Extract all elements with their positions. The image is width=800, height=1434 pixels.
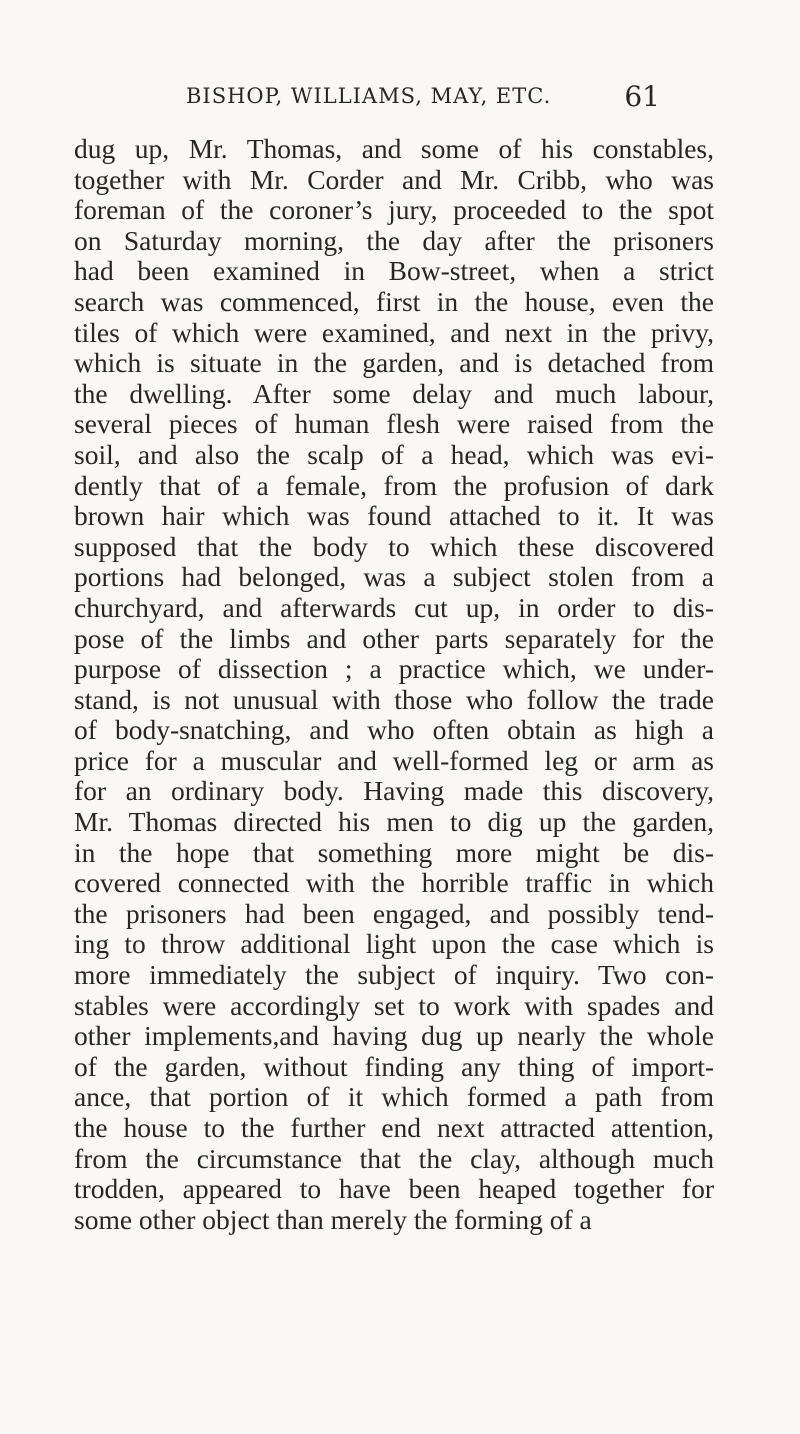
text-line: dug up, Mr. Thomas, and some of his constables, xyxy=(74,133,714,164)
page-number: 61 xyxy=(624,80,660,113)
text-line: covered connected with the horrible traffic in which xyxy=(74,867,714,899)
text-line: more immediately the subject of inquiry. Two con- xyxy=(74,959,714,991)
text-line: Mr. Thomas directed his men to dig up the garden, xyxy=(74,806,714,838)
text-line: ing to throw additional light upon the case which is xyxy=(74,928,714,960)
text-line: brown hair which was found attached to it. It was xyxy=(74,500,714,532)
body-text xyxy=(74,134,714,1235)
text-line: price for a muscular and well-formed leg or arm as xyxy=(74,744,714,776)
text-line: portions had belonged, was a subject stolen from a xyxy=(74,561,714,593)
text-line: pose of the limbs and other parts separately for the xyxy=(74,622,714,654)
text-line: other implements,and having dug up nearly the whole xyxy=(74,1020,714,1052)
text-line: soil, and also the scalp of a head, which was evi- xyxy=(74,438,714,470)
text-line: dently that of a female, from the profusion of dark xyxy=(74,469,714,501)
text-line: the prisoners had been engaged, and possibly tend- xyxy=(74,897,714,929)
text-line: supposed that the body to which these discovered xyxy=(74,530,714,562)
text-line: on Saturday morning, the day after the prisoners xyxy=(74,224,714,256)
text-line: ance, that portion of it which formed a path from xyxy=(74,1081,714,1113)
text-line: search was commenced, first in the house, even the xyxy=(74,285,714,317)
text-line: foreman of the coroner’s jury, proceeded to the spot xyxy=(74,194,714,226)
text-line: stand, is not unusual with those who follow the trade xyxy=(74,683,714,715)
text-line: had been examined in Bow-street, when a strict xyxy=(74,255,714,287)
running-head-title: BISHOP, WILLIAMS, MAY, ETC. xyxy=(186,84,552,108)
text-line: of body-snatching, and who often obtain as high a xyxy=(74,714,714,746)
text-line: from the circumstance that the clay, although much xyxy=(74,1142,714,1174)
text-line: purpose of dissection ; a practice which, we under- xyxy=(74,653,714,685)
text-line: the dwelling. After some delay and much labour, xyxy=(74,377,714,409)
text-line: the house to the further end next attracted attention, xyxy=(74,1112,714,1143)
text-line: tiles of which were examined, and next in the privy, xyxy=(74,316,714,348)
text-line: several pieces of human flesh were raised from the xyxy=(74,408,714,440)
text-line: stables were accordingly set to work with spades and xyxy=(74,989,714,1021)
running-head xyxy=(186,80,660,118)
text-line: of the garden, without finding any thing of import- xyxy=(74,1050,714,1082)
text-line: which is situate in the garden, and is detached from xyxy=(74,347,714,379)
text-line: some other object than merely the forming of a xyxy=(74,1203,592,1235)
text-line: trodden, appeared to have been heaped together for xyxy=(74,1173,714,1205)
text-line: churchyard, and afterwards cut up, in order to dis- xyxy=(74,591,714,623)
text-line: in the hope that something more might be dis- xyxy=(74,836,714,868)
text-line: for an ordinary body. Having made this discovery, xyxy=(74,775,714,807)
text-line: together with Mr. Corder and Mr. Cribb, who was xyxy=(74,163,714,195)
